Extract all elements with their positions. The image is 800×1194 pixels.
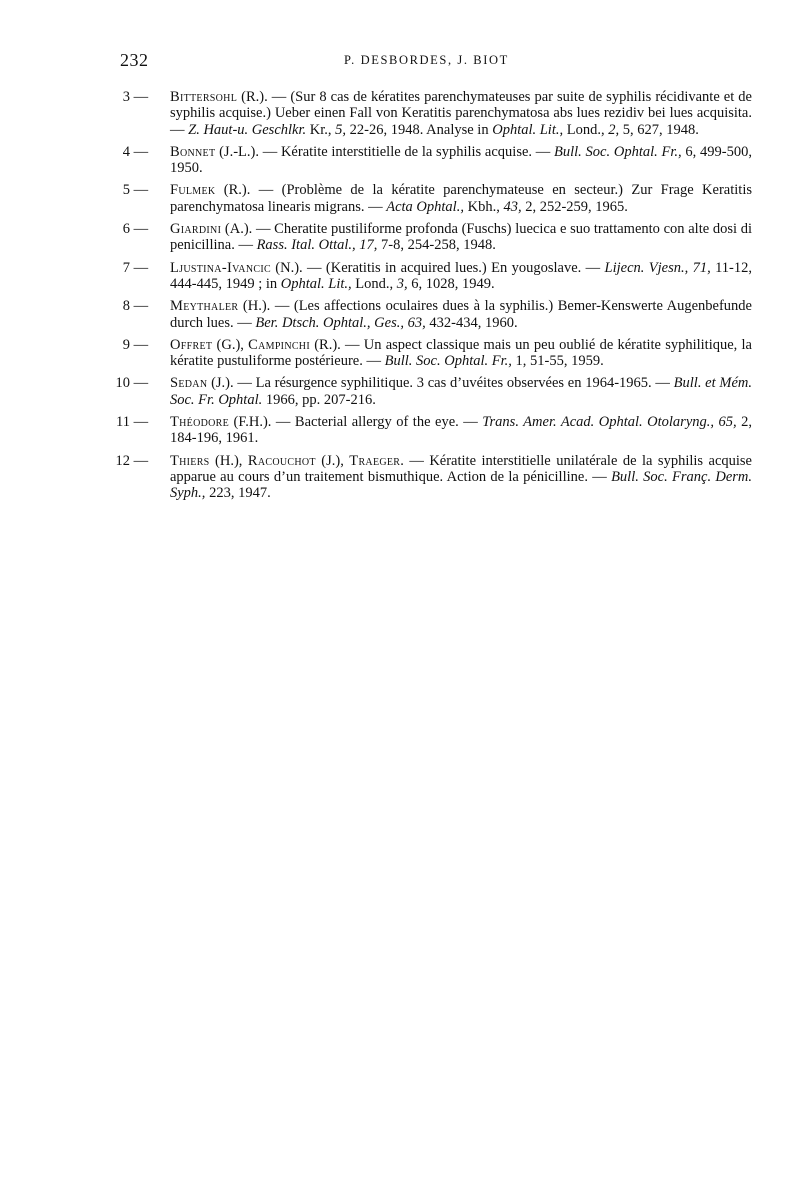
reference-segment: Kr., <box>306 121 336 138</box>
reference-segment: 11-12, 444-445, 1949 ; in <box>170 259 753 292</box>
reference-item <box>110 260 752 293</box>
reference-text <box>170 182 752 215</box>
reference-number-value: 7 <box>122 259 130 276</box>
author-name: Sedan <box>170 375 208 392</box>
reference-segment: 223, 1947. <box>205 485 271 502</box>
reference-number-value: 9 <box>122 336 130 353</box>
reference-number-value: 3 <box>122 89 130 105</box>
reference-number: 10 — <box>110 375 162 391</box>
reference-number-value: 10 <box>115 375 130 392</box>
reference-segment: 1, 51-55, 1959. <box>511 353 604 370</box>
reference-text <box>170 144 752 177</box>
reference-number-value: 6 <box>122 221 130 238</box>
reference-number-value: 11 <box>116 414 130 431</box>
author-name: Meythaler <box>170 298 239 315</box>
reference-text <box>170 298 752 331</box>
author-name: Ljustina-Ivancic <box>170 259 271 276</box>
reference-list <box>110 89 752 508</box>
reference-text <box>170 89 752 138</box>
reference-number: 9 — <box>110 337 162 353</box>
reference-text <box>170 375 752 408</box>
author-name: Bonnet <box>170 143 216 160</box>
journal-title: Bull. et Mém. Soc. Fr. Ophtal. <box>170 375 752 408</box>
reference-text <box>170 414 752 447</box>
reference-segment: (N.). — (Keratitis in acquired lues.) En yougoslave. — <box>270 259 605 276</box>
reference-segment: (G.), <box>212 336 249 353</box>
page-header <box>120 50 752 74</box>
reference-segment: (F.H.). — Bacterial allergy of the eye. — <box>229 414 483 431</box>
reference-item <box>110 298 752 331</box>
reference-segment: (J.), <box>315 452 350 469</box>
reference-number-value: 5 <box>122 182 130 199</box>
reference-number-value: 8 <box>122 298 130 315</box>
author-name: Giardini <box>170 221 222 238</box>
reference-segment: (H.), <box>209 452 248 469</box>
reference-segment: (H.). — (Les affections oculaires dues à la syphilis.) Bemer-Kenswerte Augenbefunde durch lues. — <box>170 298 752 331</box>
reference-segment: 5, 627, 1948. <box>619 121 699 138</box>
reference-segment: (R.). — Un aspect classique mais un peu oublié de kératite syphilitique, la kératite pustuliforme postérieure. — <box>170 336 752 370</box>
reference-segment: (J.-L.). — Kératite interstitielle de la syphilis acquise. — <box>215 143 555 160</box>
reference-text <box>170 337 752 370</box>
reference-segment: (J.). — La résurgence syphilitique. 3 cas d’uvéites observées en 1964-1965. — <box>207 375 674 392</box>
running-head: P. DESBORDES, J. BIOT <box>344 53 509 67</box>
reference-segment: 432-434, 1960. <box>425 314 518 331</box>
reference-number: 8 — <box>110 298 162 314</box>
reference-number: 4 — <box>110 144 162 160</box>
page-number: 232 <box>120 50 149 70</box>
journal-title: 17, <box>359 237 378 254</box>
reference-segment: 7-8, 254-258, 1948. <box>377 237 496 254</box>
reference-segment: . — Kératite interstitielle unilatérale de la syphilis acquise apparue au cours d’un traitement bismuthique. Action de la pénicilline. — <box>170 452 752 485</box>
journal-title: Acta Ophtal., <box>386 198 464 215</box>
reference-number-value: 4 <box>122 143 130 160</box>
reference-item <box>110 89 752 138</box>
journal-title: Bull. Soc. Ophtal. Fr., <box>554 143 682 160</box>
author-name: Thiers <box>170 452 210 469</box>
reference-segment: Lond., <box>563 121 609 138</box>
journal-title: Ber. Dtsch. Ophtal., Ges., 63, <box>255 314 426 331</box>
reference-item <box>110 453 752 502</box>
reference-segment: Kbh., <box>463 198 504 215</box>
reference-item <box>110 414 752 447</box>
reference-number: 5 — <box>110 182 162 198</box>
journal-title: 5, <box>335 121 347 138</box>
journal-title: Z. Haut-u. Geschlkr. <box>188 121 307 138</box>
reference-item <box>110 182 752 215</box>
author-name: Bittersohl <box>170 89 238 105</box>
journal-title: Rass. Ital. Ottal., <box>256 237 356 254</box>
reference-number: 6 — <box>110 221 162 237</box>
reference-segment: (A.). — Cheratite pustiliforme profonda (Fuschs) luecica e suo trattamento con alte dosi di penicillina. — <box>170 221 752 254</box>
reference-text <box>170 453 752 502</box>
author-name: Racouchot <box>247 452 316 469</box>
reference-item <box>110 375 752 408</box>
reference-segment: 1966, pp. 207-216. <box>262 391 376 408</box>
reference-number: 11 — <box>110 414 162 430</box>
author-name: Offret <box>170 336 213 353</box>
author-name: Traeger <box>349 452 401 469</box>
reference-item <box>110 337 752 370</box>
reference-segment: (R.). — (Sur 8 cas de kératites parenchymateuses par suite de syphilis récidivante et de syphilis acquise.) Ueber einen Fall von Keratitis parenchymatosa abs lues rezidiv bei lues acquisita. — <box>170 89 752 138</box>
reference-segment: 2, 184-196, 1961. <box>170 414 752 447</box>
reference-segment: (R.). — (Problème de la kératite parenchymateuse en secteur.) Zur Frage Keratitis parenchymatosa linearis migrans. — <box>170 182 752 215</box>
author-name: Campinchi <box>248 336 310 353</box>
journal-title: Ophtal. Lit., <box>492 121 564 138</box>
journal-title: Trans. Amer. Acad. Ophtal. Otolaryng., 65, <box>482 414 737 431</box>
reference-segment: Lond., <box>351 275 397 292</box>
reference-number-value: 12 <box>115 452 130 469</box>
journal-title: 3, <box>396 275 408 292</box>
reference-item <box>110 221 752 254</box>
reference-text <box>170 221 752 254</box>
reference-item <box>110 144 752 177</box>
journal-title: Bull. Soc. Ophtal. Fr., <box>384 353 512 370</box>
reference-number: 7 — <box>110 260 162 276</box>
author-name: Théodore <box>170 414 230 431</box>
reference-segment: 6, 1028, 1949. <box>407 275 495 292</box>
reference-segment: 2, 252-259, 1965. <box>521 198 628 215</box>
reference-segment: 6, 499-500, 1950. <box>170 143 752 177</box>
author-name: Fulmek <box>170 182 216 199</box>
journal-title: 43, <box>503 198 522 215</box>
journal-title: Bull. Soc. Franç. Derm. Syph., <box>170 468 753 502</box>
reference-segment: 22-26, 1948. Analyse in <box>346 121 493 138</box>
reference-number: 12 — <box>110 453 162 469</box>
journal-title: Ophtal. Lit., <box>280 275 352 292</box>
journal-title: 2, <box>608 121 620 138</box>
journal-title: Lijecn. Vjesn., 71, <box>604 259 711 276</box>
reference-text <box>170 260 752 293</box>
reference-number: 3 — <box>110 89 162 105</box>
